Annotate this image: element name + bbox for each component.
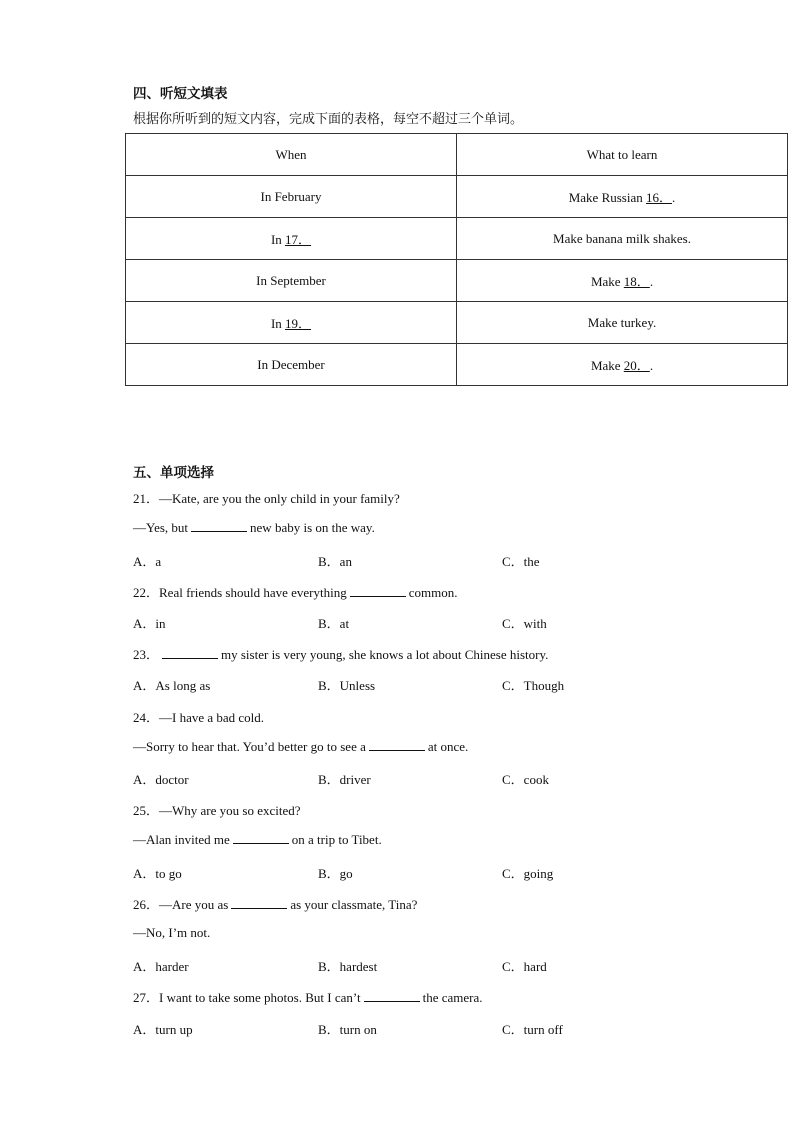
q24-line2-post: at once.	[427, 739, 469, 754]
when-text: In December	[257, 356, 325, 372]
blank-19[interactable]: 19．	[285, 316, 312, 331]
option-a[interactable]: A．harder	[133, 959, 189, 974]
section-5-title: 五、单项选择	[133, 465, 214, 481]
when-cell	[126, 218, 457, 260]
table-row	[126, 344, 788, 386]
q23-stem-pre: 23．	[133, 647, 160, 662]
option-b[interactable]: B．go	[318, 866, 353, 881]
option-b[interactable]: B．driver	[318, 772, 371, 787]
option-a[interactable]: A．in	[133, 616, 166, 631]
learn-cell	[457, 302, 788, 344]
option-c[interactable]: C．hard	[502, 959, 547, 974]
question-27-stem	[133, 987, 483, 1006]
option-b[interactable]: B．turn on	[318, 1022, 377, 1037]
answer-blank[interactable]	[369, 738, 425, 751]
q22-stem-post: common.	[408, 585, 458, 600]
learn-text: Make turkey.	[587, 314, 657, 330]
blank-18[interactable]: 18．	[623, 274, 650, 289]
answer-blank[interactable]	[364, 989, 420, 1002]
answer-blank[interactable]	[233, 831, 289, 844]
question-26-stem	[133, 894, 417, 913]
question-21-line2	[133, 519, 375, 536]
listening-table	[125, 133, 788, 386]
question-25-line2	[133, 831, 382, 848]
q24-line2-pre: —Sorry to hear that. You’d better go to see a	[133, 739, 366, 754]
q25-line2-post: on a trip to Tibet.	[291, 832, 382, 847]
when-cell	[126, 344, 457, 386]
q26-stem-post: as your classmate, Tina?	[290, 897, 418, 912]
blank-20[interactable]: 20．	[623, 358, 650, 373]
table-row	[126, 176, 788, 218]
when-cell	[126, 176, 457, 218]
when-cell	[126, 260, 457, 302]
q22-stem-pre: 22．Real friends should have everything	[133, 585, 347, 600]
q23-stem-post: my sister is very young, she knows a lot about Chinese history.	[221, 647, 549, 662]
learn-text: Make	[590, 358, 624, 373]
q27-stem-pre: 27．I want to take some photos. But I can’t	[133, 990, 361, 1005]
learn-text: Make Russian	[568, 190, 646, 205]
learn-cell	[457, 218, 788, 260]
header-when: When	[126, 134, 457, 176]
option-a[interactable]: A．doctor	[133, 772, 189, 787]
q27-stem-post: the camera.	[422, 990, 483, 1005]
when-cell	[126, 302, 457, 344]
table-row	[126, 218, 788, 260]
section-4-title: 四、听短文填表	[133, 86, 228, 102]
section-4-instruction: 根据你所听到的短文内容，完成下面的表格，每空不超过三个单词。	[133, 112, 524, 127]
option-a[interactable]: A．As long as	[133, 678, 211, 693]
option-c[interactable]: C．Though	[502, 678, 565, 693]
option-a[interactable]: A．a	[133, 554, 162, 569]
option-c[interactable]: C．the	[502, 554, 540, 569]
q26-stem-pre: 26．—Are you as	[133, 897, 229, 912]
option-c[interactable]: C．cook	[502, 772, 549, 787]
learn-cell	[457, 176, 788, 218]
learn-post: .	[649, 358, 654, 373]
answer-blank[interactable]	[162, 646, 218, 659]
option-c[interactable]: C．turn off	[502, 1022, 563, 1037]
learn-cell	[457, 260, 788, 302]
when-text: In September	[256, 272, 326, 288]
question-26-line2: —No, I’m not.	[133, 925, 211, 940]
learn-cell	[457, 344, 788, 386]
learn-post: .	[672, 190, 676, 205]
table-row	[126, 260, 788, 302]
blank-17[interactable]: 17．	[285, 232, 312, 247]
q21-line2-pre: —Yes, but	[133, 520, 189, 535]
option-c[interactable]: C．going	[502, 866, 554, 881]
answer-blank[interactable]	[350, 584, 406, 597]
question-25-stem: 25．—Why are you so excited?	[133, 803, 301, 818]
table-header-row	[126, 134, 788, 176]
answer-blank[interactable]	[191, 519, 247, 532]
option-b[interactable]: B．an	[318, 554, 352, 569]
when-text: In	[270, 316, 286, 331]
learn-post: .	[649, 274, 654, 289]
question-24-stem: 24．—I have a bad cold.	[133, 710, 265, 725]
learn-text: Make	[590, 274, 624, 289]
blank-16[interactable]: 16．	[646, 190, 673, 205]
option-b[interactable]: B．hardest	[318, 959, 378, 974]
question-23-stem	[133, 644, 548, 663]
table-row	[126, 302, 788, 344]
learn-text: Make banana milk shakes.	[553, 230, 691, 246]
option-b[interactable]: B．at	[318, 616, 350, 631]
question-24-line2	[133, 738, 468, 755]
when-text: In February	[260, 188, 322, 204]
when-text: In	[270, 232, 286, 247]
question-21-stem: 21．—Kate, are you the only child in your family?	[133, 491, 400, 506]
option-a[interactable]: A．turn up	[133, 1022, 193, 1037]
option-a[interactable]: A．to go	[133, 866, 182, 881]
header-what-to-learn: What to learn	[457, 134, 788, 176]
option-c[interactable]: C．with	[502, 616, 547, 631]
question-22-stem	[133, 582, 457, 601]
q25-line2-pre: —Alan invited me	[133, 832, 230, 847]
option-b[interactable]: B．Unless	[318, 678, 376, 693]
answer-blank[interactable]	[231, 896, 287, 909]
q21-line2-post: new baby is on the way.	[250, 520, 375, 535]
